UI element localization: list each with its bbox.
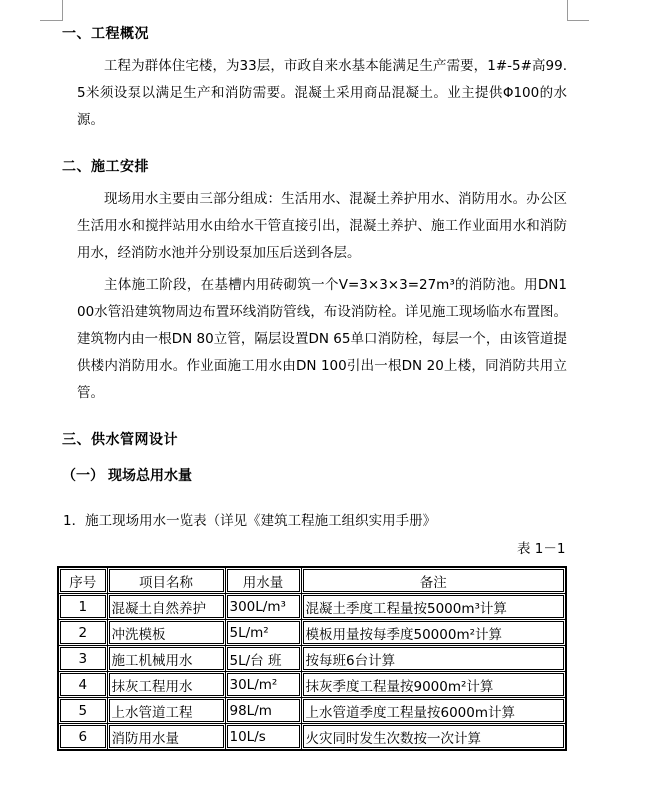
cell-amount: 5L/台 班 — [225, 646, 301, 672]
header-amount: 用水量 — [225, 567, 301, 594]
table-header-row — [58, 567, 566, 594]
table-row — [58, 724, 566, 751]
list-item-water-table: 1．施工现场用水一览表（详见《建筑工程施工组织实用手册》 — [63, 513, 437, 529]
table-row — [58, 672, 566, 698]
section-heading-pipe-design: 三、供水管网设计 — [62, 432, 178, 448]
table-caption: 表 1－1 — [517, 541, 566, 557]
cell-name: 冲洗模板 — [107, 620, 225, 646]
paragraph-overview: 工程为群体住宅楼，为33层，市政自来水基本能满足生产需要，1#-5#高99.5米须设泵以满足生产和消防需要。混凝土采用商品混凝土。业主提供Φ100的水源。 — [77, 58, 567, 128]
crop-mark-right-h — [567, 20, 589, 21]
cell-no: 3 — [58, 646, 107, 672]
crop-mark-right-v — [567, 0, 568, 20]
table-row — [58, 698, 566, 724]
table-row — [58, 620, 566, 646]
header-note: 备注 — [301, 567, 566, 594]
table-row — [58, 646, 566, 672]
cell-amount: 5L/m² — [225, 620, 301, 646]
cell-amount: 98L/m — [225, 698, 301, 724]
cell-name: 施工机械用水 — [107, 646, 225, 672]
cell-amount: 30L/m² — [225, 672, 301, 698]
water-usage-table — [57, 566, 567, 751]
cell-amount: 300L/m³ — [225, 594, 301, 620]
cell-note: 模板用量按每季度50000m²计算 — [301, 620, 566, 646]
paragraph-water-sources: 现场用水主要由三部分组成：生活用水、混凝土养护用水、消防用水。办公区生活用水和搅拌站用水由给水干管直接引出，混凝土养护、施工作业面用水和消防用水，经消防水池并分别设泵加压后送到各层。 — [77, 191, 567, 261]
cell-name: 上水管道工程 — [107, 698, 225, 724]
cell-no: 2 — [58, 620, 107, 646]
header-no: 序号 — [58, 567, 107, 594]
header-name: 项目名称 — [107, 567, 225, 594]
cell-name: 混凝土自然养护 — [107, 594, 225, 620]
section-heading-overview: 一、工程概况 — [62, 26, 149, 42]
cell-no: 4 — [58, 672, 107, 698]
crop-mark-left-h — [40, 20, 63, 21]
cell-note: 抹灰季度工程量按9000m²计算 — [301, 672, 566, 698]
cell-note: 混凝土季度工程量按5000m³计算 — [301, 594, 566, 620]
subsection-title: 现场总用水量 — [108, 468, 192, 484]
cell-name: 抹灰工程用水 — [107, 672, 225, 698]
cell-no: 5 — [58, 698, 107, 724]
section-heading-arrangement: 二、施工安排 — [62, 159, 149, 175]
cell-note: 上水管道季度工程量按6000m计算 — [301, 698, 566, 724]
cell-name: 消防用水量 — [107, 724, 225, 751]
cell-note: 按每班6台计算 — [301, 646, 566, 672]
paragraph-construction-phase: 主体施工阶段，在基槽内用砖砌筑一个V=3×3×3=27m³的消防池。用DN100水管沿建筑物周边布置环线消防管线，布设消防栓。详见施工现场临水布置图。建筑物内由一根DN 80立管，隔层设置DN 65单口消防栓，每层一个，由该管道提供楼内消防用水。作业面施工用水由DN 100引出一根DN 20上楼，同消防共用立管。 — [77, 277, 567, 401]
table-row — [58, 594, 566, 620]
cell-no: 6 — [58, 724, 107, 751]
subsection-number: （一） — [62, 468, 104, 484]
cell-no: 1 — [58, 594, 107, 620]
crop-mark-left-v — [62, 0, 63, 20]
subsection-heading-total-water — [62, 465, 192, 485]
cell-amount: 10L/s — [225, 724, 301, 751]
cell-note: 火灾同时发生次数按一次计算 — [301, 724, 566, 751]
